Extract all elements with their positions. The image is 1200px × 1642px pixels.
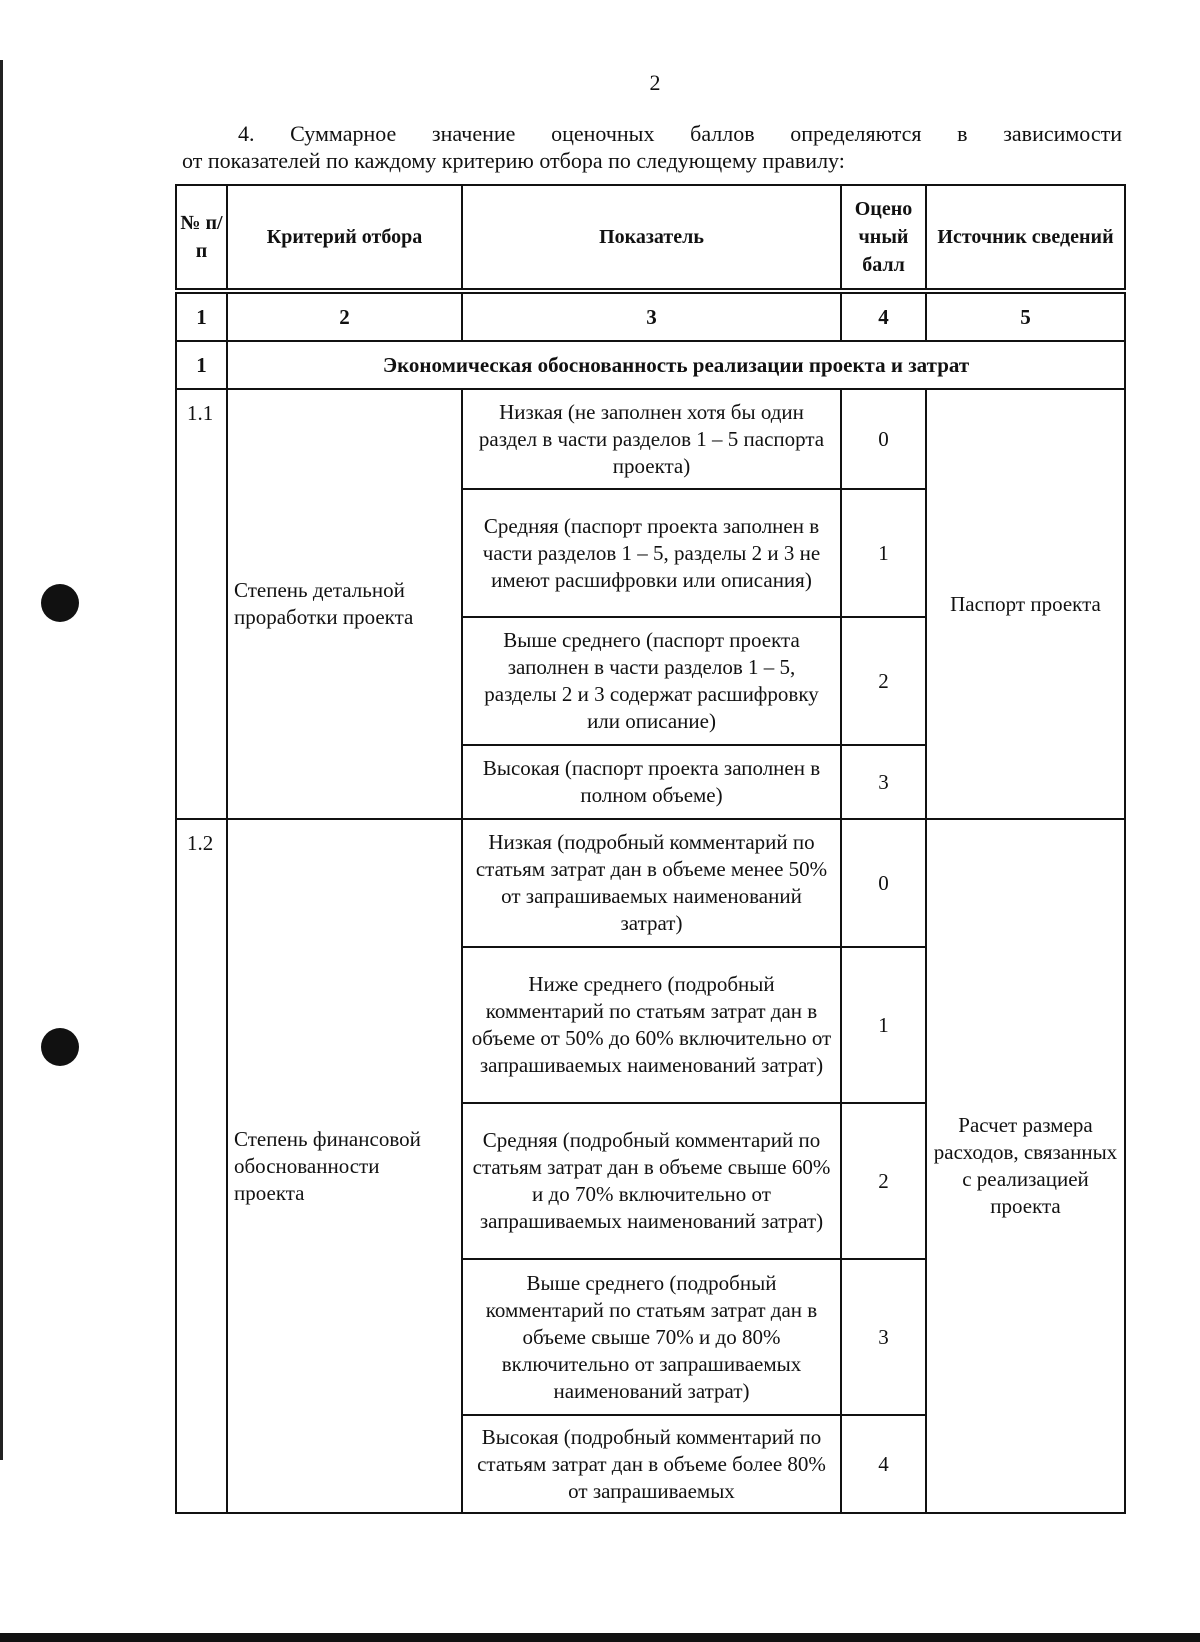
score-cell: 1 <box>841 947 926 1103</box>
source-cell: Паспорт проекта <box>926 389 1125 819</box>
indicator-cell: Низкая (не заполнен хотя бы один раздел в части разделов 1 – 5 паспорта проекта) <box>462 389 841 489</box>
intro-paragraph <box>182 120 1122 174</box>
table-header <box>175 184 1126 290</box>
page-number: 2 <box>649 70 661 95</box>
header-source: Источник сведений <box>926 185 1125 289</box>
header-score: Оцено чный балл <box>841 185 926 289</box>
indicator-cell: Средняя (подробный комментарий по статьям затрат дан в объеме свыше 60% и до 70% включительно от запрашиваемых наименований затрат) <box>462 1103 841 1259</box>
header-criterion: Критерий отбора <box>227 185 462 289</box>
column-number-row <box>176 293 1125 341</box>
score-cell: 1 <box>841 489 926 617</box>
criterion-name: Степень детальной проработки проекта <box>227 389 462 819</box>
section-row <box>176 341 1125 389</box>
score-cell: 0 <box>841 819 926 947</box>
table-row <box>176 389 1125 489</box>
column-number: 2 <box>227 293 462 341</box>
scan-margin-line <box>0 60 3 1460</box>
column-number: 3 <box>462 293 841 341</box>
indicator-cell: Выше среднего (подробный комментарий по статьям затрат дан в объеме свыше 70% и до 80% включительно от запрашиваемых наименований затрат) <box>462 1259 841 1415</box>
source-cell: Расчет размера расходов, связанных с реализацией проекта <box>926 819 1125 1513</box>
criterion-num: 1.2 <box>176 819 227 1513</box>
criteria-table <box>175 340 1126 1514</box>
indicator-cell: Выше среднего (паспорт проекта заполнен в части разделов 1 – 5, разделы 2 и 3 содержат расшифровку или описание) <box>462 617 841 745</box>
score-cell: 3 <box>841 1259 926 1415</box>
indicator-cell: Высокая (паспорт проекта заполнен в полном объеме) <box>462 745 841 819</box>
header-num: № п/п <box>176 185 227 289</box>
scan-bottom-edge <box>0 1633 1200 1642</box>
section-num: 1 <box>176 341 227 389</box>
criterion-num: 1.1 <box>176 389 227 819</box>
score-cell: 4 <box>841 1415 926 1513</box>
score-cell: 0 <box>841 389 926 489</box>
column-number: 4 <box>841 293 926 341</box>
indicator-cell: Ниже среднего (подробный комментарий по статьям затрат дан в объеме от 50% до 60% включительно от запрашиваемых наименований затрат) <box>462 947 841 1103</box>
header-indicator: Показатель <box>462 185 841 289</box>
section-title: Экономическая обоснованность реализации проекта и затрат <box>227 341 1125 389</box>
score-cell: 3 <box>841 745 926 819</box>
score-cell: 2 <box>841 1103 926 1259</box>
column-number: 1 <box>176 293 227 341</box>
punch-hole-mark <box>41 584 79 622</box>
table-row <box>176 819 1125 947</box>
intro-line-1: 4. Суммарное значение оценочных баллов определяются в зависимости <box>238 121 1122 146</box>
indicator-cell: Высокая (подробный комментарий по статьям затрат дан в объеме более 80% от запрашиваемых <box>462 1415 841 1513</box>
header-row <box>176 185 1125 289</box>
indicator-cell: Средняя (паспорт проекта заполнен в части разделов 1 – 5, разделы 2 и 3 не имеют расшифровки или описания) <box>462 489 841 617</box>
criterion-name: Степень финансовой обоснованности проекта <box>227 819 462 1513</box>
indicator-cell: Низкая (подробный комментарий по статьям затрат дан в объеме менее 50% от запрашиваемых наименований затрат) <box>462 819 841 947</box>
table-column-numbers <box>175 292 1126 342</box>
score-cell: 2 <box>841 617 926 745</box>
column-number: 5 <box>926 293 1125 341</box>
punch-hole-mark <box>41 1028 79 1066</box>
intro-line-2: от показателей по каждому критерию отбора по следующему правилу: <box>182 148 845 173</box>
